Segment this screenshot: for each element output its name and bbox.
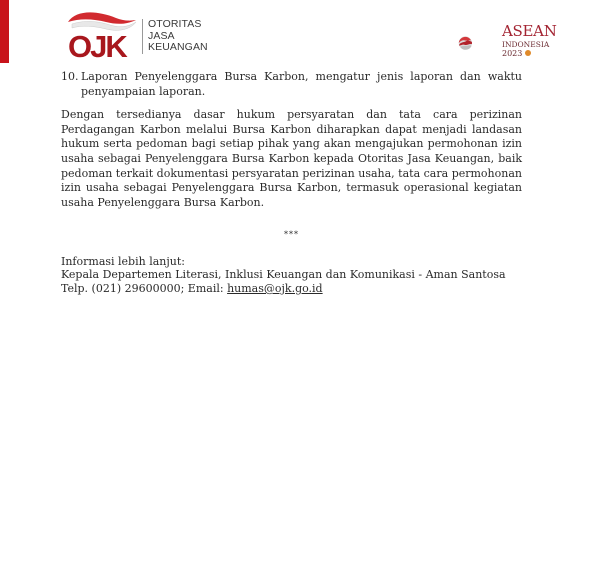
list-item <box>61 70 522 99</box>
list-item-text <box>81 70 522 99</box>
asean-emblem <box>458 20 502 66</box>
list-item-number: 10. <box>61 70 79 83</box>
asean-year-row <box>502 49 531 58</box>
asean-title: ASEAN <box>502 22 557 40</box>
separator: *** <box>284 230 299 240</box>
ojk-mark: OJK <box>68 29 126 60</box>
ojk-line-1: OTORITAS <box>148 18 202 30</box>
ojk-wordmark <box>142 19 208 54</box>
asean-dot-icon <box>525 50 531 56</box>
info-heading: Informasi lebih lanjut: <box>61 254 185 268</box>
ojk-line-3: KEUANGAN <box>148 41 208 53</box>
red-edge-bar <box>0 0 9 63</box>
list-item-line-2: penyampaian laporan. <box>81 84 206 98</box>
info-phone-row <box>61 282 522 296</box>
info-phone: Telp. (021) 29600000; Email: <box>61 281 228 295</box>
asean-subtitle: INDONESIA <box>502 40 550 49</box>
body-paragraph: Dengan tersedianya dasar hukum persyaratan dan tata cara perizinan Perdagangan Karbon melalui Bursa Karbon diharapkan dapat menjadi landasan hukum serta pedoman bagi setiap pihak yang akan mengajukan permohonan izin usaha sebagai Penyelenggara Bursa Karbon kepada Otoritas Jasa Keuangan, baik pedoman terkait dokumentasi persyaratan perizinan usaha, tata cara permohonan izin usaha sebagai Penyelenggara Bursa Karbon, termasuk operasional kegiatan usaha Penyelenggara Bursa Karbon. <box>61 108 522 209</box>
document-body <box>61 70 522 295</box>
email-link[interactable]: humas@ojk.go.id <box>227 281 323 295</box>
contact-info <box>61 255 522 296</box>
ojk-line-2: JASA <box>148 29 175 42</box>
list-item-line-1: Laporan Penyelenggara Bursa Karbon, mengatur jenis laporan dan waktu <box>81 70 522 83</box>
asean-year: 2023 <box>502 49 523 58</box>
info-contact: Kepala Departemen Literasi, Inklusi Keuangan dan Komunikasi - Aman Santosa <box>61 268 506 282</box>
flag-swoosh-red <box>68 12 136 23</box>
